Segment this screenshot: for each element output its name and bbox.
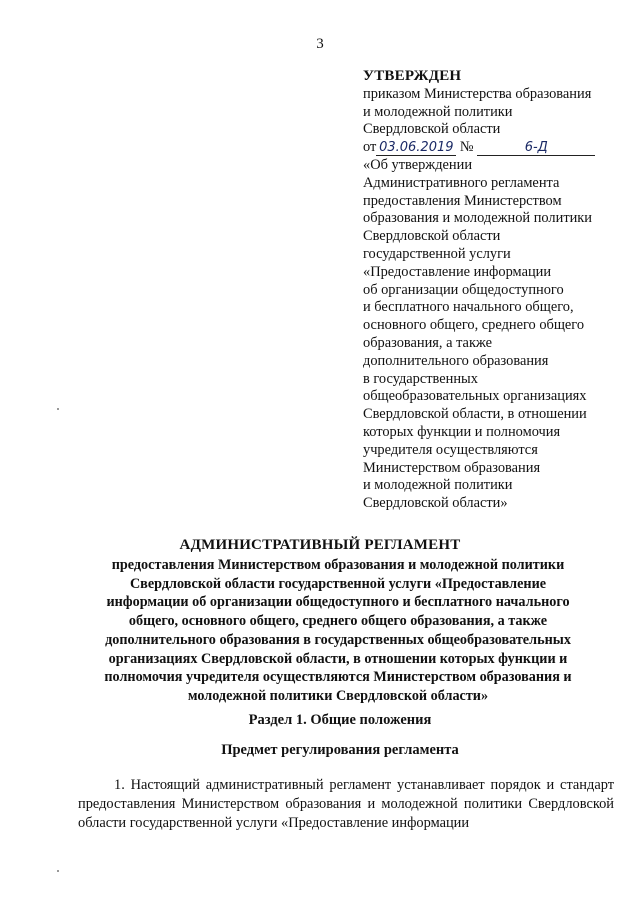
handwritten-order-number: 6-Д: [477, 141, 595, 156]
approval-line: образования и молодежной политики: [363, 210, 592, 227]
document-subtitle: предоставления Министерством образования и молодежной политики Свердловской области государственной услуги «Предоставление информации об организации общедоступного и бесплатного начального общего, основного общего, среднего общего образования, а также дополнительного образования в государственных общеобразовательных организациях Свердловской области, в отношении которых функции и полномочия учредителя осуществляются Министерством образования и молодежной политики Свердловской области»: [104, 557, 572, 704]
approval-line: учредителя осуществляются: [363, 441, 538, 458]
number-prefix: №: [459, 139, 474, 156]
order-date-number-line: [363, 139, 633, 157]
approval-line: об организации общедоступного: [363, 281, 564, 298]
approval-line: Свердловской области, в отношении: [363, 406, 587, 423]
approval-line: и бесплатного начального общего,: [363, 299, 574, 316]
document-title: АДМИНИСТРАТИВНЫЙ РЕГЛАМЕНТ: [179, 537, 461, 553]
approval-line: предоставления Министерством: [363, 192, 562, 209]
page-number: 3: [316, 36, 324, 52]
scan-speck: [57, 870, 59, 872]
scan-speck: [57, 408, 59, 410]
approval-line: «Об утверждении: [363, 156, 473, 173]
subsection-heading: Предмет регулирования регламента: [221, 742, 459, 758]
approval-line: государственной услуги: [363, 245, 511, 262]
approval-line: основного общего, среднего общего: [363, 317, 585, 334]
approval-line: в государственных: [363, 370, 478, 387]
approval-line: Свердловской области: [363, 121, 501, 138]
section-heading: Раздел 1. Общие положения: [248, 712, 432, 728]
approval-line: образования, а также: [363, 334, 493, 351]
paragraph-1: 1. Настоящий административный регламент устанавливает порядок и стандарт предоставления Министерством образования и молодежной политики Свердловской области государственной услуги «Предоставление информации: [78, 777, 614, 831]
approval-line: и молодежной политики: [363, 477, 513, 494]
approval-line: дополнительного образования: [363, 352, 549, 369]
approval-line: общеобразовательных организациях: [363, 388, 587, 405]
date-prefix: от: [363, 139, 377, 156]
approval-line: и молодежной политики: [363, 103, 513, 120]
approved-heading: УТВЕРЖДЕН: [363, 68, 462, 84]
approval-line: Свердловской области: [363, 228, 501, 245]
handwritten-date: 03.06.2019: [376, 141, 456, 156]
approval-line: Свердловской области»: [363, 495, 508, 512]
approval-line: Административного регламента: [363, 174, 560, 191]
approval-line: приказом Министерства образования: [363, 85, 592, 102]
approval-line: Министерством образования: [363, 459, 541, 476]
approval-line: которых функции и полномочия: [363, 423, 561, 440]
approval-stamp-block: [363, 68, 633, 513]
approval-line: «Предоставление информации: [363, 263, 552, 280]
